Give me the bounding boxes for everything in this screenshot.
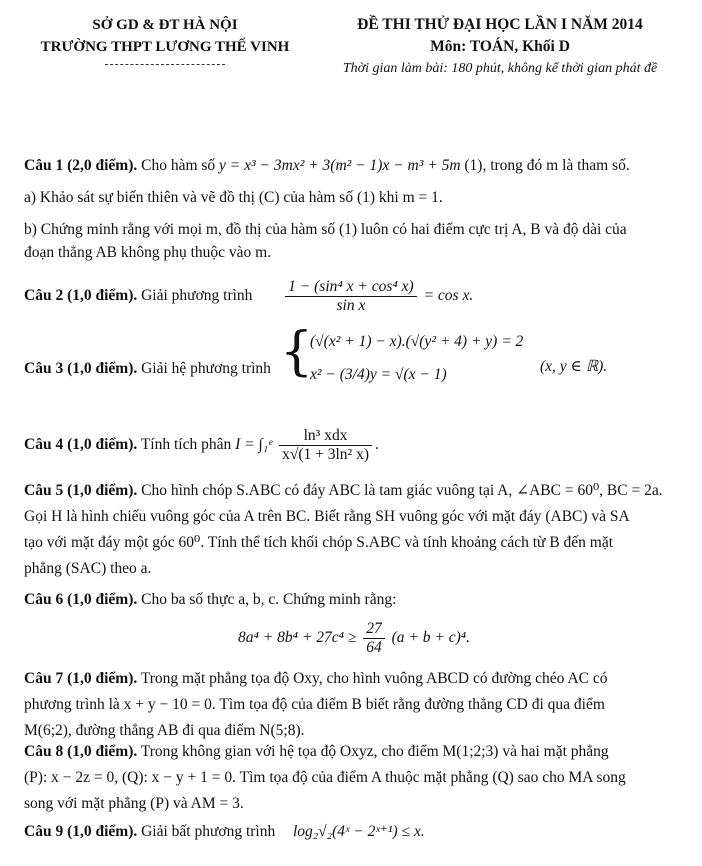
question-2 — [24, 278, 684, 315]
question-2-rhs: = cos x. — [423, 287, 474, 305]
question-1 — [24, 154, 684, 264]
question-5-line3: tạo với mặt đáy một góc 60⁰. Tính thể tích khối chóp S.ABC và tính khoảng cách từ B đến mặt — [24, 534, 614, 551]
question-6-numerator: 27 — [363, 620, 385, 639]
exam-title: ĐỀ THI THỬ ĐẠI HỌC LẦN I NĂM 2014 — [357, 16, 643, 33]
question-6-label: Câu 6 (1,0 điểm). — [24, 591, 138, 608]
question-2-fraction — [285, 278, 417, 315]
question-1-text: Cho hàm số — [141, 157, 216, 174]
question-6 — [24, 588, 684, 611]
school-header — [20, 14, 310, 65]
question-1-formula: y = x³ − 3mx² + 3(m² − 1)x − m³ + 5m — [219, 157, 461, 174]
question-7-label: Câu 7 (1,0 điểm). — [24, 670, 138, 687]
question-6-fraction — [363, 620, 385, 657]
exam-header — [312, 14, 688, 80]
question-5-label: Câu 5 (1,0 điểm). — [24, 482, 138, 499]
question-2-numerator: 1 − (sin⁴ x + cos⁴ x) — [285, 278, 417, 297]
question-7-line1: Trong mặt phẳng tọa độ Oxy, cho hình vuông ABCD có đường chéo AC có — [140, 670, 608, 687]
question-4-end: . — [374, 436, 379, 454]
question-6-lhs: 8a⁴ + 8b⁴ + 27c⁴ ≥ — [238, 629, 357, 647]
question-1-part-b-line1: b) Chứng minh rằng với mọi m, đồ thị của hàm số (1) luôn có hai điểm cực trị A, B và độ dài của — [24, 221, 627, 238]
question-4-fraction — [279, 427, 372, 464]
question-7 — [24, 667, 684, 742]
question-4-label: Câu 4 (1,0 điểm). — [24, 436, 138, 454]
question-5-line1: Cho hình chóp S.ABC có đáy ABC là tam giác vuông tại A, ∠ABC = 60⁰, BC = 2a. — [141, 482, 663, 499]
question-5-line2: Gọi H là hình chiếu vuông góc của A trên BC. Biết rằng SH vuông góc với mặt đáy (ABC) và SA — [24, 508, 630, 525]
question-6-denominator: 64 — [366, 639, 382, 656]
question-9 — [24, 820, 684, 843]
question-2-label: Câu 2 (1,0 điểm). — [24, 287, 138, 305]
question-6-inequality — [24, 620, 684, 657]
question-9-text: Giải bất phương trình — [141, 823, 276, 840]
question-4-denominator: x√(1 + 3ln² x) — [282, 446, 369, 463]
question-3-label: Câu 3 (1,0 điểm). — [24, 360, 138, 377]
question-3-eq2: x² − (3/4)y = √(x − 1) — [310, 366, 447, 383]
question-4-text: Tính tích phân — [140, 436, 232, 454]
question-8-line1: Trong không gian với hệ tọa độ Oxyz, cho điểm M(1;2;3) và hai mặt phẳng — [140, 743, 609, 760]
question-8-line2: (P): x − 2z = 0, (Q): x − y + 1 = 0. Tìm tọa độ của điểm A thuộc mặt phẳng (Q) sao cho MA song — [24, 769, 626, 786]
question-3-system — [310, 330, 523, 386]
question-8-line3: song với mặt phẳng (P) và AM = 3. — [24, 795, 244, 812]
question-5 — [24, 479, 684, 580]
question-2-text: Giải phương trình — [141, 287, 253, 305]
question-8-label: Câu 8 (1,0 điểm). — [24, 743, 138, 760]
question-9-formula: log₂√₂(4ˣ − 2ˣ⁺¹) ≤ x. — [292, 823, 425, 840]
question-4-lhs: I = ∫₁ᵉ — [235, 436, 273, 454]
question-9-label: Câu 9 (1,0 điểm). — [24, 823, 138, 840]
system-brace: { — [280, 322, 314, 382]
department-name: SỞ GD & ĐT HÀ NỘI — [92, 17, 238, 33]
question-7-line2: phương trình là x + y − 10 = 0. Tìm tọa độ của điểm B biết rằng đường thẳng CD đi qua điểm — [24, 696, 605, 713]
question-6-rhs: (a + b + c)⁴. — [391, 629, 470, 647]
question-3-domain: (x, y ∈ ℝ). — [540, 358, 608, 375]
question-1-text-end: (1), trong đó m là tham số. — [464, 157, 630, 174]
question-4-numerator: ln³ xdx — [279, 427, 372, 446]
exam-subject: Môn: TOÁN, Khối D — [430, 38, 570, 55]
question-8 — [24, 740, 684, 815]
question-1-part-b-line2: đoạn thẳng AB không phụ thuộc vào m. — [24, 244, 272, 261]
header-divider — [105, 64, 225, 65]
question-3-text: Giải hệ phương trình — [141, 360, 271, 377]
question-4 — [24, 427, 684, 464]
question-5-line4: phẳng (SAC) theo a. — [24, 560, 152, 577]
question-7-line3: M(6;2), đường thẳng AB đi qua điểm N(5;8). — [24, 722, 305, 739]
exam-time: Thời gian làm bài: 180 phút, không kể thời gian phát đề — [342, 61, 658, 76]
question-1-part-a: a) Khảo sát sự biến thiên và vẽ đồ thị (C) của hàm số (1) khi m = 1. — [24, 189, 443, 206]
question-6-text: Cho ba số thực a, b, c. Chứng minh rằng: — [141, 591, 397, 608]
question-3-eq1: (√(x² + 1) − x).(√(y² + 4) + y) = 2 — [310, 333, 524, 350]
school-name: TRƯỜNG THPT LƯƠNG THẾ VINH — [40, 39, 290, 55]
question-1-label: Câu 1 (2,0 điểm). — [24, 157, 138, 174]
question-2-denominator: sin x — [336, 297, 366, 314]
